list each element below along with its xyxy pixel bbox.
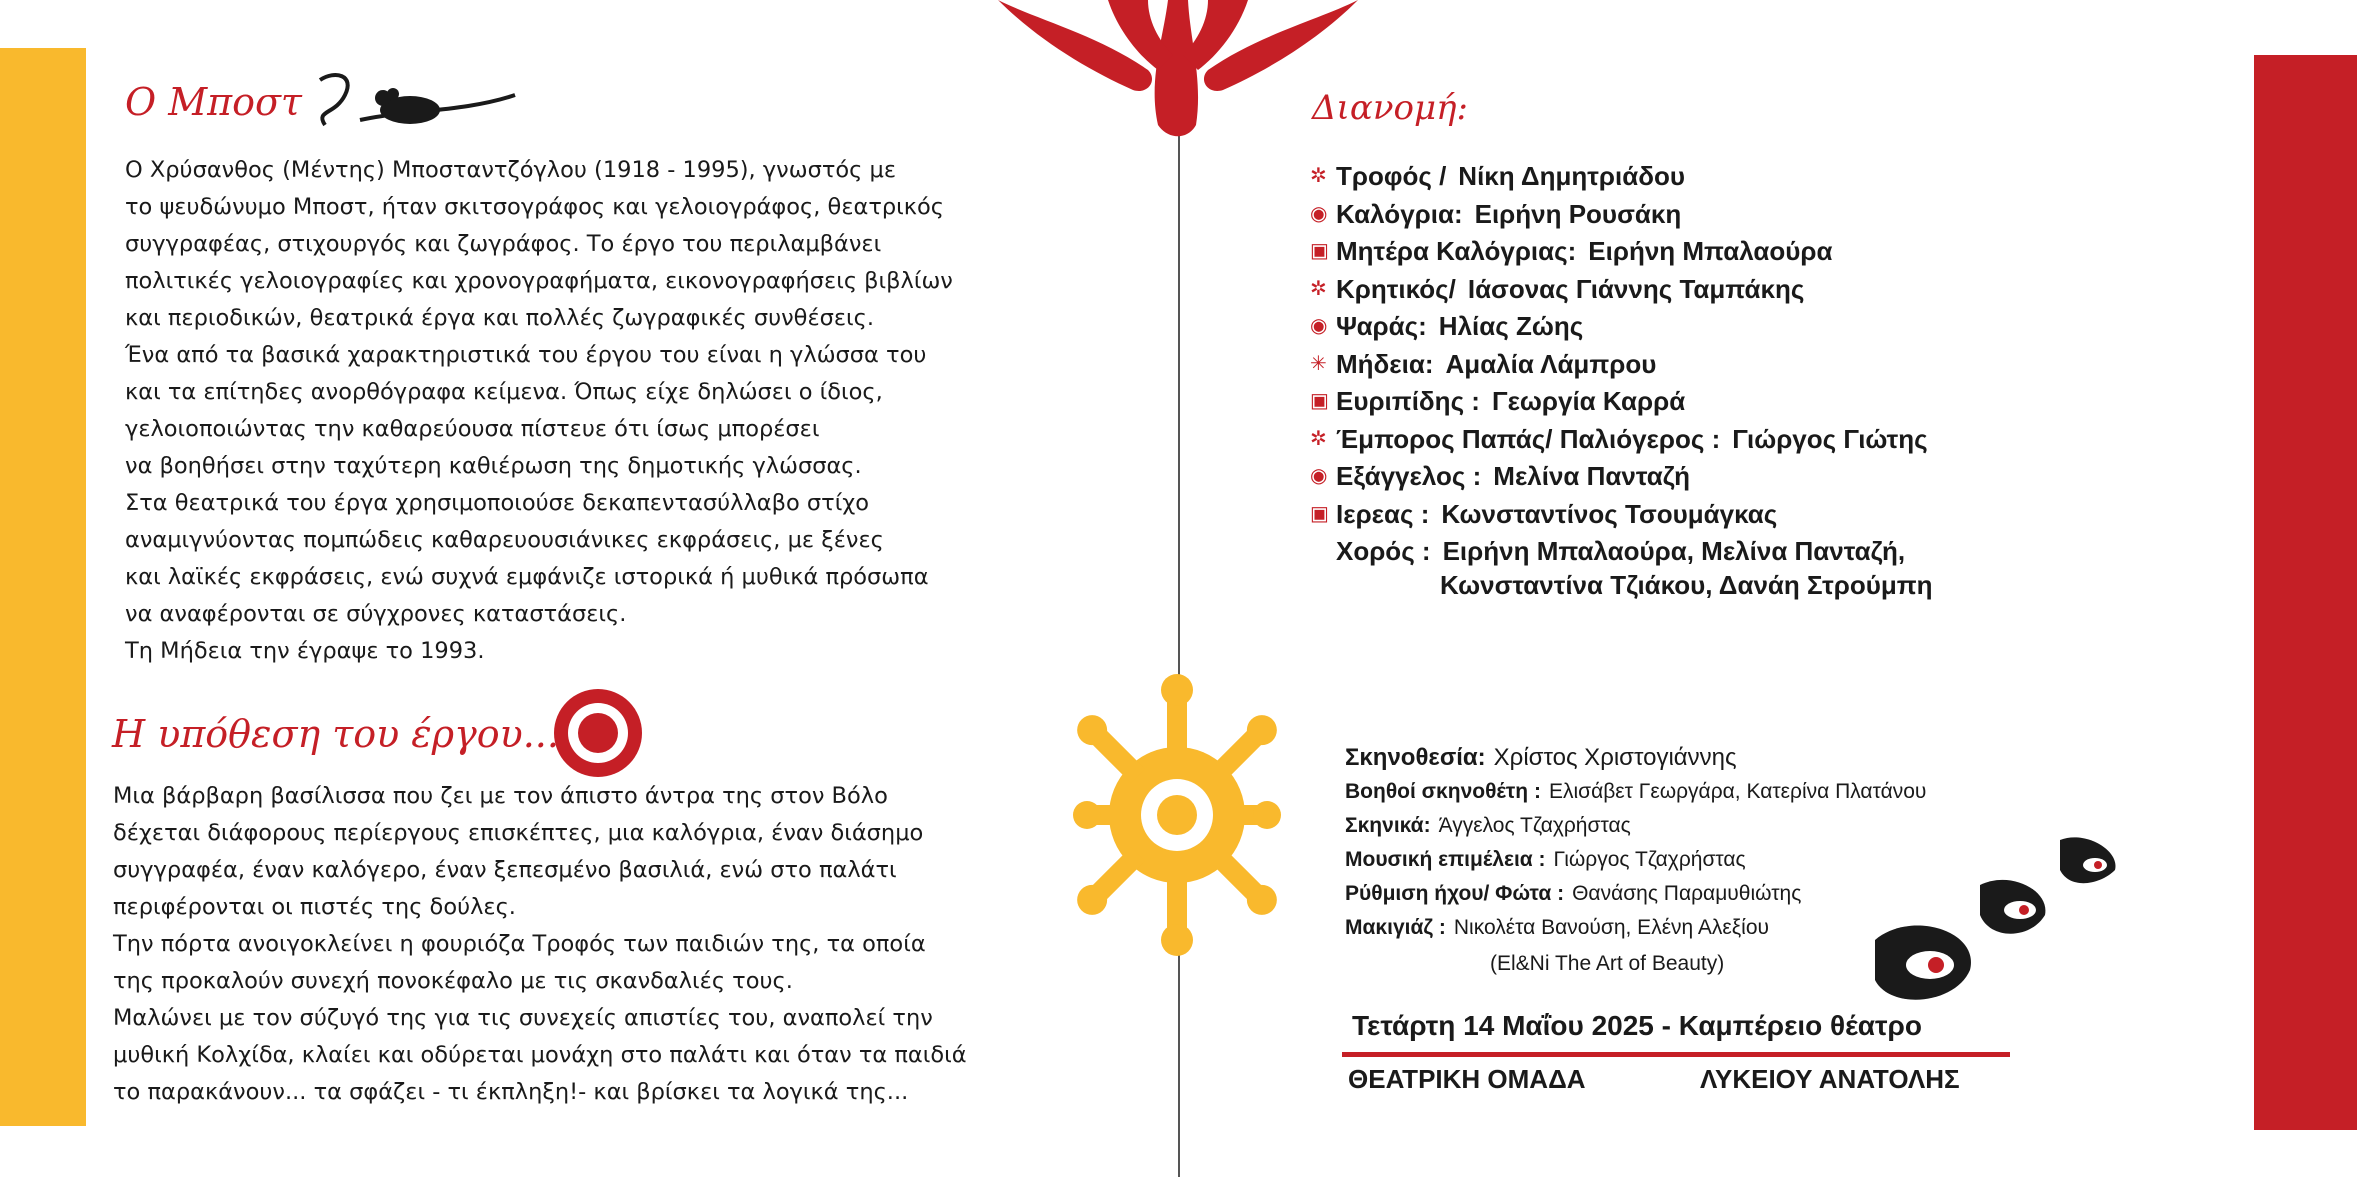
- target-bullet-icon: ◉: [1310, 202, 1328, 225]
- plot-line: το παρακάνουν... τα σφάζει - τι έκπληξη!- και βρίσκει τα λογικά της...: [113, 1079, 909, 1105]
- cast-list: [1310, 158, 1928, 571]
- bio-line: γελοιοποιώντας την καθαρεύουσα πίστευε ότι ίσως μπορέσει: [125, 416, 820, 442]
- cast-actor: Αμαλία Λάμπρου: [1445, 348, 1657, 379]
- plot-line: Μαλώνει με τον σύζυγό της για τις συνεχείς απιστίες του, αναπολεί την: [113, 1005, 933, 1031]
- crew-name: Άγγελος Τζαχρήστας: [1438, 814, 1631, 837]
- bio-line: αναμιγνύοντας πομπώδεις καθαρευουσιάνικες εκφράσεις, με ξένες: [125, 527, 884, 553]
- plot-line: περιφέρονται οι πιστές της δούλες.: [113, 894, 516, 920]
- cast-row: [1310, 421, 1928, 459]
- crew-name: Ελισάβετ Γεωργάρα, Κατερίνα Πλατάνου: [1548, 780, 1927, 803]
- crew-row: [1345, 911, 1926, 945]
- cast-row: [1310, 533, 1928, 571]
- chorus-continued: Κωνσταντίνα Τζιάκου, Δανάη Στρούμπη: [1440, 570, 1933, 600]
- cast-row: [1310, 458, 1928, 496]
- asterisk-bullet-icon: ✲: [1310, 427, 1327, 450]
- crew-row: [1345, 741, 1926, 775]
- red-asterisk-icon: [998, 0, 1358, 140]
- bio-line: Ένα από τα βασικά χαρακτηριστικά του έργου του είναι η γλώσσα του: [125, 342, 927, 368]
- target-bullet-icon: ◉: [1310, 315, 1328, 337]
- cast-row: [1310, 233, 1928, 271]
- cast-actor: Ιάσονας Γιάννης Ταμπάκης: [1467, 273, 1805, 304]
- crew-row: [1345, 843, 1926, 877]
- mouse-sketch-icon: [315, 70, 525, 135]
- yellow-side-bar: [0, 48, 86, 1126]
- crew-role: Μακιγιάζ :: [1345, 916, 1446, 939]
- crew-role: Σκηνοθεσία:: [1345, 744, 1486, 771]
- event-underline: [1342, 1052, 2010, 1057]
- cast-actor: Γεωργία Καρρά: [1491, 386, 1686, 416]
- asterisk-bullet-icon: ✳: [1310, 352, 1327, 375]
- cast-role: Μητέρα Καλόγριας:: [1336, 236, 1577, 266]
- bio-line: το ψευδώνυμο Μποστ, ήταν σκιτσογράφος και γελοιογράφος, θεατρικός: [125, 194, 944, 220]
- red-target-icon: [550, 685, 646, 781]
- crew-row: [1345, 877, 1926, 911]
- cast-actor: Ειρήνη Μπαλαούρα, Μελίνα Πανταζή,: [1442, 536, 1906, 566]
- school-name: ΛΥΚΕΙΟΥ ΑΝΑΤΟΛΗΣ: [1700, 1064, 1960, 1094]
- bio-line: Ο Χρύσανθος (Μέντης) Μποσταντζόγλου (1918 - 1995), γνωστός με: [125, 157, 896, 183]
- asterisk-bullet-icon: ✲: [1310, 277, 1327, 300]
- cast-actor: Νίκη Δημητριάδου: [1458, 161, 1685, 191]
- bio-line: να αναφέρονται σε σύγχρονες καταστάσεις.: [125, 601, 627, 627]
- plot-line: δέχεται διάφορους περίεργους επισκέπτες, μια καλόγρια, έναν διάσημο: [113, 820, 924, 846]
- crew-name: Γιώργος Τζαχρήστας: [1553, 848, 1746, 871]
- title-cast: Διανομή:: [1312, 88, 1468, 128]
- red-side-bar: [2254, 55, 2357, 1130]
- bio-line: και τα επίτηδες ανορθόγραφα κείμενα. Όπως είχε δηλώσει ο ίδιος,: [125, 379, 883, 405]
- page-fold-line: [1178, 0, 1180, 1177]
- cast-row: [1310, 196, 1928, 234]
- title-bost: Ο Μποστ: [125, 80, 302, 124]
- cast-role: Κρητικός/: [1336, 273, 1456, 304]
- plot-line: συγγραφέα, έναν καλόγερο, έναν ξεπεσμένο βασιλιά, ενώ στο παλάτι: [113, 857, 897, 883]
- plot-line: Την πόρτα ανοιγοκλείνει η φουριόζα Τροφός των παιδιών της, τα οποία: [113, 931, 926, 957]
- bio-line: συγγραφέας, στιχουργός και ζωγράφος. Το έργο του περιλαμβάνει: [125, 231, 882, 257]
- cast-actor: Ειρήνη Ρουσάκη: [1474, 198, 1682, 229]
- cast-row: [1310, 158, 1928, 196]
- crew-row: [1345, 775, 1926, 809]
- title-plot: Η υπόθεση του έργου...: [112, 712, 559, 756]
- plot-line: της προκαλούν συνεχή πονοκέφαλο με τις σκανδαλιές τους.: [113, 968, 793, 994]
- target-bullet-icon: ◉: [1310, 465, 1328, 487]
- cast-row: [1310, 271, 1928, 309]
- asterisk-bullet-icon: ✲: [1310, 165, 1327, 187]
- plot-line: Μια βάρβαρη βασίλισσα που ζει με τον άπιστο άντρα της στον Βόλο: [113, 783, 888, 809]
- bio-line: να βοηθήσει στην ταχύτερη καθιέρωση της δημοτικής γλώσσας.: [125, 453, 862, 479]
- cast-row: [1310, 308, 1928, 346]
- group-name: ΘΕΑΤΡΙΚΗ ΟΜΑΔΑ: [1348, 1064, 1586, 1094]
- bio-line: και περιοδικών, θεατρικά έργα και πολλές ζωγραφικές συνθέσεις.: [125, 305, 875, 331]
- crew-name: Νικολέτα Βανούση, Ελένη Αλεξίου: [1453, 916, 1770, 939]
- crew-role: Βοηθοί σκηνοθέτη :: [1345, 780, 1541, 803]
- event-date-venue: Τετάρτη 14 Μαΐου 2025 - Καμπέρειο θέατρο: [1352, 1010, 1922, 1041]
- square-bullet-icon: ▣: [1310, 502, 1329, 525]
- square-bullet-icon: ▣: [1310, 390, 1329, 412]
- cast-actor: Κωνσταντίνος Τσουμάγκας: [1441, 498, 1778, 529]
- cast-role: Ψαράς:: [1336, 311, 1427, 341]
- plot-line: μυθική Κολχίδα, κλαίει και οδύρεται μονάχη στο παλάτι και όταν τα παιδιά: [113, 1042, 967, 1068]
- bio-line: πολιτικές γελοιογραφίες και χρονογραφήματα, εικονογραφήσεις βιβλίων: [125, 268, 953, 294]
- square-bullet-icon: ▣: [1310, 240, 1329, 262]
- cast-actor: Μελίνα Πανταζή: [1493, 461, 1690, 491]
- crew-role: Σκηνικά:: [1345, 814, 1431, 837]
- crew-name: Χρίστος Χριστογιάννης: [1493, 744, 1737, 771]
- cast-role: Εξάγγελος :: [1336, 461, 1482, 491]
- cast-actor: Ηλίας Ζώης: [1438, 311, 1584, 341]
- cast-role: Μήδεια:: [1336, 348, 1434, 379]
- cast-actor: Ειρήνη Μπαλαούρα: [1588, 236, 1833, 266]
- bio-line: Τη Μήδεια την έγραψε το 1993.: [125, 638, 485, 664]
- cast-role: Τροφός /: [1336, 161, 1447, 191]
- bio-line: και λαϊκές εκφράσεις, ενώ συχνά εμφάνιζε ιστορικά ή μυθικά πρόσωπα: [125, 564, 929, 590]
- cast-role: Έμπορος Παπάς/ Παλιόγερος :: [1336, 423, 1721, 454]
- crew-name: Θανάσης Παραμυθιώτης: [1572, 882, 1802, 905]
- crew-list: [1345, 741, 1926, 945]
- crew-role: Ρύθμιση ήχου/ Φώτα :: [1345, 882, 1565, 905]
- cast-row: [1310, 346, 1928, 384]
- bio-paragraph: [125, 152, 953, 670]
- cast-role: Χορός :: [1336, 536, 1431, 566]
- bio-line: Στα θεατρικά του έργα χρησιμοποιούσε δεκαπεντασύλλαβο στίχο: [125, 490, 870, 516]
- cast-role: Καλόγρια:: [1336, 198, 1463, 229]
- cast-actor: Γιώργος Γιώτης: [1732, 423, 1928, 454]
- cast-role: Ιερεας :: [1336, 498, 1430, 529]
- makeup-studio: (El&Ni The Art of Beauty): [1490, 952, 1725, 975]
- cast-row: [1310, 496, 1928, 534]
- plot-paragraph: [113, 778, 967, 1111]
- yellow-sun-icon: [1072, 665, 1282, 965]
- crew-role: Μουσική επιμέλεια :: [1345, 848, 1546, 871]
- cast-role: Ευριπίδης :: [1336, 386, 1480, 416]
- crew-row: [1345, 809, 1926, 843]
- cast-row: [1310, 383, 1928, 421]
